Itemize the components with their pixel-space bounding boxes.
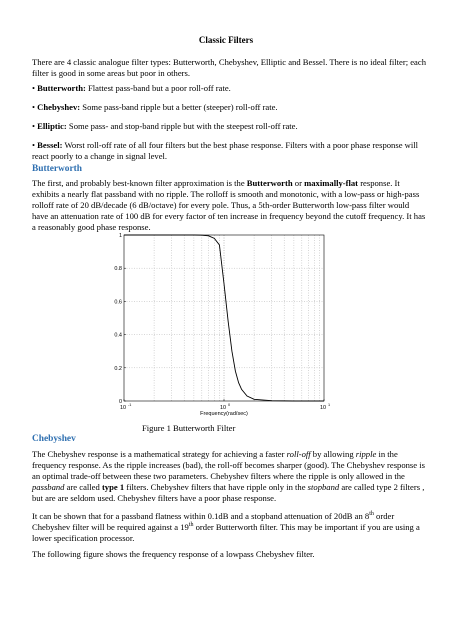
chebyshev-paragraph-2: It can be shown that for a passband flatness within 0.1dB and a stopband attenuation of 20dB an 8th order Chebyshev filter will be required against a 19th order Butterworth filter. This may be important if you are using a lower specification processor. xyxy=(32,511,420,543)
bullet-elliptic: • Elliptic: Some pass- and stop-band ripple but with the steepest roll-off rate. xyxy=(32,121,298,131)
bullet-term: Butterworth: xyxy=(37,83,86,93)
chebyshev-paragraph-3: The following figure shows the frequency response of a lowpass Chebyshev filter. xyxy=(32,549,315,559)
x-tick-label: 10 xyxy=(219,405,227,411)
intro-paragraph: There are 4 classic analogue filter types: Butterworth, Chebyshev, Elliptic and Bessel. There is no ideal filter; each filter is good in some areas but poor in others. xyxy=(32,57,426,78)
y-tick-label: 0 xyxy=(118,399,122,405)
bullet-term: Elliptic: xyxy=(37,121,67,131)
bullet-butterworth: • Butterworth: Flattest pass-band but a poor roll-off rate. xyxy=(32,83,231,93)
bullet-text: Worst roll-off rate of all four filters but the best phase response. Filters with a poor phase response will react poorly to a change in signal level. xyxy=(32,140,419,161)
x-tick-label: 10 xyxy=(319,405,327,411)
y-tick-label: 0.2 xyxy=(114,365,122,372)
bullet-term: Bessel: xyxy=(37,140,63,150)
y-tick-label: 0.8 xyxy=(114,266,122,273)
bullet-text: Some pass-band ripple but a better (steeper) roll-off rate. xyxy=(80,102,278,112)
y-tick-label: 0.4 xyxy=(114,332,122,339)
x-tick-label: 10 xyxy=(119,405,127,411)
bullet-bessel: • Bessel: Worst roll-off rate of all four filters but the best phase response. Filters with a poor phase response will react poorly to a change in signal level. xyxy=(32,140,419,161)
x-tick-exponent: 0 xyxy=(228,403,231,407)
butterworth-paragraph: The first, and probably best-known filter approximation is the Butterworth or maximally-flat response. It exhibits a nearly flat passband with no ripple. The rolloff is smooth and monotonic, with a low-pass or high-pass rolloff rate of 20 dB/decade (6 dB/octave) for every pole. Thus, a 5th-order Butterworth low-pass filter would have an attenuation rate of 100 dB for every factor of ten increase in frequency beyond the cutoff frequency. It has a reasonably good phase response. xyxy=(32,178,426,232)
chebyshev-paragraph-1: The Chebyshev response is a mathematical strategy for achieving a faster roll-off by allowing ripple in the frequency response. As the ripple increases (bad), the roll-off becomes sharper (good). The Chebyshev response is an optimal trade-off between these two parameters. Chebyshev filters where the ripple is only allowed in the passband are called type 1 filters. Chebyshev filters that have ripple only in the stopband are called type 2 filters , but are are seldom used. Chebyshev filters have a poor phase response. xyxy=(32,449,425,503)
bullet-text: Flattest pass-band but a poor roll-off rate. xyxy=(85,83,231,93)
bullet-chebyshev: • Chebyshev: Some pass-band ripple but a better (steeper) roll-off rate. xyxy=(32,102,278,112)
x-tick-exponent: -1 xyxy=(128,403,132,407)
butterworth-response-chart xyxy=(112,229,337,419)
butterworth-heading: Butterworth xyxy=(32,164,82,174)
bullet-term: Chebyshev: xyxy=(37,102,81,112)
y-tick-label: 1 xyxy=(118,233,122,239)
chebyshev-heading: Chebyshev xyxy=(32,434,76,444)
x-tick-exponent: 1 xyxy=(328,403,331,407)
bullet-text: Some pass- and stop-band ripple but with the steepest roll-off rate. xyxy=(66,121,298,131)
y-tick-label: 0.6 xyxy=(114,299,122,306)
figure-caption: Figure 1 Butterworth Filter xyxy=(142,423,236,433)
x-axis-label: Frequency(rad/sec) xyxy=(200,411,248,417)
page-title: Classic Filters xyxy=(198,35,254,45)
